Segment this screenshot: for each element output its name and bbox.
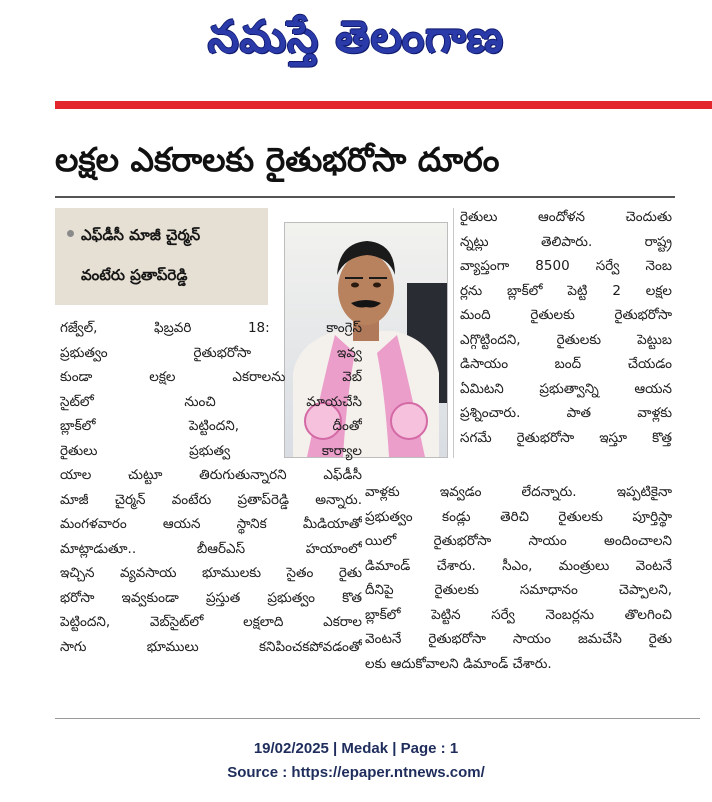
article-column-right-bottom	[365, 480, 672, 676]
column-divider	[453, 208, 454, 458]
bottom-divider	[55, 718, 700, 719]
text-line: సైట్‌లో నుంచి మాయచేసి	[60, 393, 362, 410]
text-line: మంది రైతులకు రైతుభరోసా	[460, 307, 672, 323]
text-line: మాజీ చైర్మన్ వంటేరు ప్రతాప్‌రెడ్డి అన్నారు.	[60, 491, 362, 508]
text-line: ప్రభుత్వం రైతుభరోసా ఇవ్వ	[60, 344, 362, 361]
article-column-left	[60, 316, 362, 659]
text-line: గజ్వేల్, ఫిబ్రవరి 18: కాంగ్రెస్	[60, 320, 362, 336]
text-line: ప్రశ్నించారు. పాత వాళ్లకు	[460, 405, 672, 421]
text-line: కుండా లక్షల ఎకరాలను వెబ్	[60, 369, 362, 385]
bullet-icon	[67, 230, 74, 237]
article-headline: లక్షల ఎకరాలకు రైతుభరోసా దూరం	[55, 140, 500, 179]
newspaper-logo: నమస్తే తెలంగాణ	[207, 12, 505, 63]
text-line: వ్యాప్తంగా 8500 సర్వే నెంబ	[460, 258, 672, 274]
text-line: లకు ఆదుకోవాలని డిమాండ్ చేశారు.	[365, 655, 552, 672]
text-line: యాల చుట్టూ తిరుగుతున్నారని ఎఫ్‌డీసీ	[60, 467, 362, 483]
text-line: ఎగ్గొట్టిందని, రైతులకు పెట్టుబ	[460, 331, 672, 348]
highlight-box	[55, 208, 268, 305]
highlight-line-1: ఎఫ్‌డీసీ మాజీ చైర్మన్	[81, 226, 201, 244]
text-line: రైతులు ఆందోళన చెందుతు	[460, 209, 672, 225]
headline-underline	[55, 196, 675, 198]
text-line: వెంటనే రైతుభరోసా సాయం జమచేసి రైతు	[365, 631, 672, 647]
text-line: డిసాయం బంద్ చేయడం	[460, 356, 672, 372]
text-line: ర్లను బ్లాక్‌లో పెట్టి 2 లక్షల	[460, 282, 672, 299]
text-line: వాళ్లకు ఇవ్వడం లేదన్నారు. ఇప్పటికైనా	[365, 484, 672, 500]
text-line: న్నట్లు తెలిపారు. రాష్ట్ర	[460, 233, 672, 250]
text-line: మంగళవారం ఆయన స్థానిక మీడియాతో	[60, 516, 362, 532]
text-line: బ్లాక్‌లో పెట్టిందని, దీంతో	[60, 418, 362, 434]
text-line: ఇచ్చిన వ్యవసాయ భూములకు సైతం రైతు	[60, 565, 362, 581]
text-line: ప్రభుత్వం కండ్లు తెరిచి రైతులకు పూర్తిస్థా	[365, 508, 672, 525]
edition-meta: 19/02/2025 | Medak | Page : 1	[253, 740, 459, 757]
text-line: మాట్లాడుతూ.. బీఆర్‌ఎస్ హయాంలో	[60, 540, 362, 557]
text-line: యిలో రైతుభరోసా సాయం అందించాలని	[365, 533, 672, 549]
text-line: భరోసా ఇవ్వకుండా ప్రస్తుత ప్రభుత్వం కొత	[60, 589, 362, 606]
text-line: ఏమిటని ప్రభుత్వాన్ని ఆయన	[460, 380, 672, 397]
masthead	[0, 0, 712, 78]
text-line: రైతులు ప్రభుత్వ కార్యాల	[60, 442, 362, 459]
text-line: బ్లాక్‌లో పెట్టిన సర్వే నెంబర్లను తొలగించి	[365, 606, 672, 623]
text-line: సగమే రైతుభరోసా ఇస్తూ కొత్త	[460, 429, 672, 446]
highlight-line-2: వంటేరు ప్రతాప్‌రెడ్డి	[81, 266, 188, 284]
article-column-right-top	[460, 205, 672, 450]
red-divider	[55, 101, 712, 109]
text-line: దీనిపై రైతులకు సమాధానం చెప్పాలని,	[365, 582, 672, 598]
text-line: పెట్టిందని, వెబ్‌సైట్‌లో లక్షలాది ఎకరాల	[60, 614, 362, 630]
text-line: డిమాండ్ చేశారు. సీఎం, మంత్రులు వెంటనే	[365, 557, 672, 574]
text-line: సాగు భూములు కనిపించకపోవడంతో	[60, 638, 362, 655]
source-link[interactable]: Source : https://epaper.ntnews.com/	[227, 764, 485, 781]
